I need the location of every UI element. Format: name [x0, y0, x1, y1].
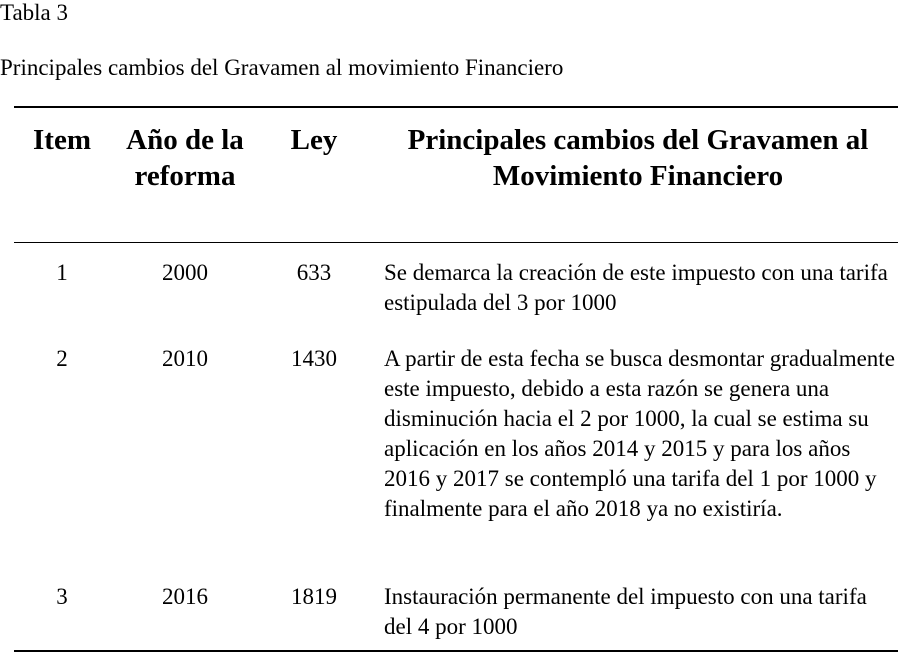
cell-item: 2: [56, 346, 68, 371]
cell-item: 3: [56, 584, 68, 609]
cell-year: 2010: [162, 346, 208, 371]
header-item: Item: [33, 124, 91, 156]
header-changes: Principales cambios del Gravamen al Movimiento Financiero: [407, 124, 869, 192]
header-rule: [14, 242, 898, 243]
header-year: Año de la reforma: [126, 124, 244, 192]
cell-description: Se demarca la creación de este impuesto con una tarifa estipulada del 3 por 1000: [384, 260, 888, 315]
cell-item: 1: [56, 260, 68, 285]
table-number: Tabla 3: [0, 0, 69, 25]
cell-description: A partir de esta fecha se busca desmontar gradualmente este impuesto, debido a esta razón se genera una disminución hacia el 2 por 1000, la cual se estima su aplicación en los años 2014 y 2015 y para los años 2016 y 2017 se contempló una tarifa del 1 por 1000 y finalmente para el año 2018 ya no existiría.: [384, 346, 895, 521]
table-bottom-rule: [14, 650, 898, 652]
header-law: Ley: [290, 124, 338, 156]
table-title: Principales cambios del Gravamen al movimiento Financiero: [0, 55, 564, 80]
cell-year: 2000: [162, 260, 208, 285]
cell-law: 633: [296, 260, 332, 285]
cell-law: 1819: [291, 584, 337, 609]
cell-year: 2016: [162, 584, 208, 609]
cell-law: 1430: [291, 346, 337, 371]
cell-description: Instauración permanente del impuesto con una tarifa del 4 por 1000: [384, 584, 867, 639]
table-top-rule: [14, 106, 898, 108]
